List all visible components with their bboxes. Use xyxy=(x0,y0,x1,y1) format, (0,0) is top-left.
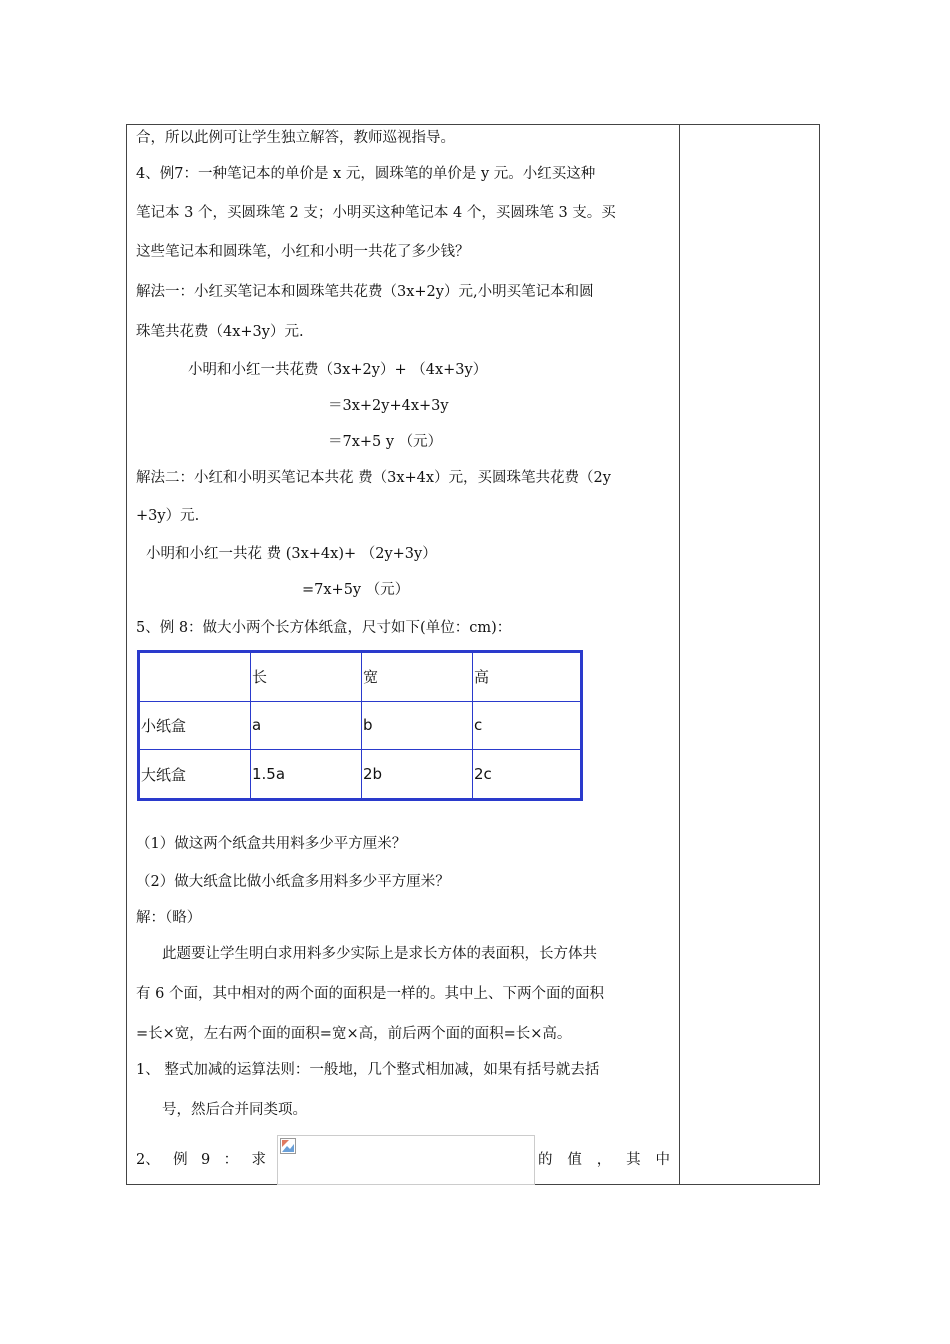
text-line: 号，然后合并同类项。 xyxy=(162,1102,307,1118)
table-cell: 2b xyxy=(362,750,473,800)
broken-image-icon xyxy=(280,1138,296,1154)
equation-line: =7x+5y （元） xyxy=(302,582,410,598)
text-line: （1）做这两个纸盒共用料多少平方厘米？ xyxy=(136,836,407,852)
example-9-left xyxy=(136,1150,266,1170)
text-fragment: 中 xyxy=(655,1152,670,1168)
text-line: 1、 整式加减的运算法则：一般地，几个整式相加减，如果有括号就去括 xyxy=(136,1062,600,1078)
table-cell: 高 xyxy=(473,652,582,702)
text-fragment: 的 xyxy=(538,1152,553,1168)
table-cell: b xyxy=(362,701,473,750)
text-line: 笔记本 3 个，买圆珠笔 2 支；小明买这种笔记本 4 个，买圆珠笔 3 支。买 xyxy=(136,205,616,221)
text-line: 这些笔记本和圆珠笔，小红和小明一共花了多少钱？ xyxy=(136,244,470,260)
table-row xyxy=(139,750,582,800)
table-cell: 宽 xyxy=(362,652,473,702)
table-cell: 长 xyxy=(251,652,362,702)
table-cell: 小纸盒 xyxy=(139,701,251,750)
table-row xyxy=(139,701,582,750)
text-line: 5、例 8：做大小两个长方体纸盒，尺寸如下(单位：cm)： xyxy=(136,620,512,636)
text-line: 4、例7：一种笔记本的单价是 x 元，圆珠笔的单价是 y 元。小红买这种 xyxy=(136,166,596,182)
text-fragment: 2、 xyxy=(136,1152,160,1168)
text-line: 此题要让学生明白求用料多少实际上是求长方体的表面积，长方体共 xyxy=(162,946,597,962)
text-line: 有 6 个面，其中相对的两个面的面积是一样的。其中上、下两个面的面积 xyxy=(136,986,604,1002)
text-fragment: 9 xyxy=(200,1152,211,1168)
text-fragment: 例 xyxy=(173,1152,188,1168)
table-cell: c xyxy=(473,701,582,750)
text-line: 解法二：小红和小明买笔记本共花 费（3x+4x）元，买圆珠笔共花费（2y xyxy=(136,470,611,486)
equation-line: ＝3x+2y+4x+3y xyxy=(328,398,449,414)
text-fragment: 值 xyxy=(567,1152,582,1168)
equation-line: ＝7x+5 y （元） xyxy=(328,434,443,450)
text-fragment: 其 xyxy=(626,1152,641,1168)
column-divider xyxy=(679,124,680,1185)
table-cell: 2c xyxy=(473,750,582,800)
text-line: =长×宽，左右两个面的面积=宽×高，前后两个面的面积=长×高。 xyxy=(136,1026,572,1042)
table-cell: 1.5a xyxy=(251,750,362,800)
text-line: （2）做大纸盒比做小纸盒多用料多少平方厘米？ xyxy=(136,874,450,890)
equation-line: 小明和小红一共花费（3x+2y）+ （4x+3y） xyxy=(188,362,488,378)
text-fragment: ， xyxy=(596,1152,612,1168)
table-cell xyxy=(139,652,251,702)
example-9-right xyxy=(538,1150,670,1170)
table-cell: a xyxy=(251,701,362,750)
text-line: 合，所以此例可让学生独立解答，教师巡视指导。 xyxy=(136,130,455,146)
text-fragment: ： xyxy=(223,1152,239,1168)
box-size-table xyxy=(137,650,583,801)
text-line: 珠笔共花费（4x+3y）元. xyxy=(136,324,304,340)
formula-image-placeholder xyxy=(277,1135,535,1185)
table-cell: 大纸盒 xyxy=(139,750,251,800)
text-line: 解法一：小红买笔记本和圆珠笔共花费（3x+2y）元,小明买笔记本和圆 xyxy=(136,284,594,300)
equation-line: 小明和小红一共花 费 (3x+4x)+ （2y+3y） xyxy=(146,546,437,562)
table-header-row xyxy=(139,652,582,702)
text-line: +3y）元. xyxy=(136,508,200,524)
text-line: 解：（略） xyxy=(136,910,202,926)
text-fragment: 求 xyxy=(251,1152,266,1168)
